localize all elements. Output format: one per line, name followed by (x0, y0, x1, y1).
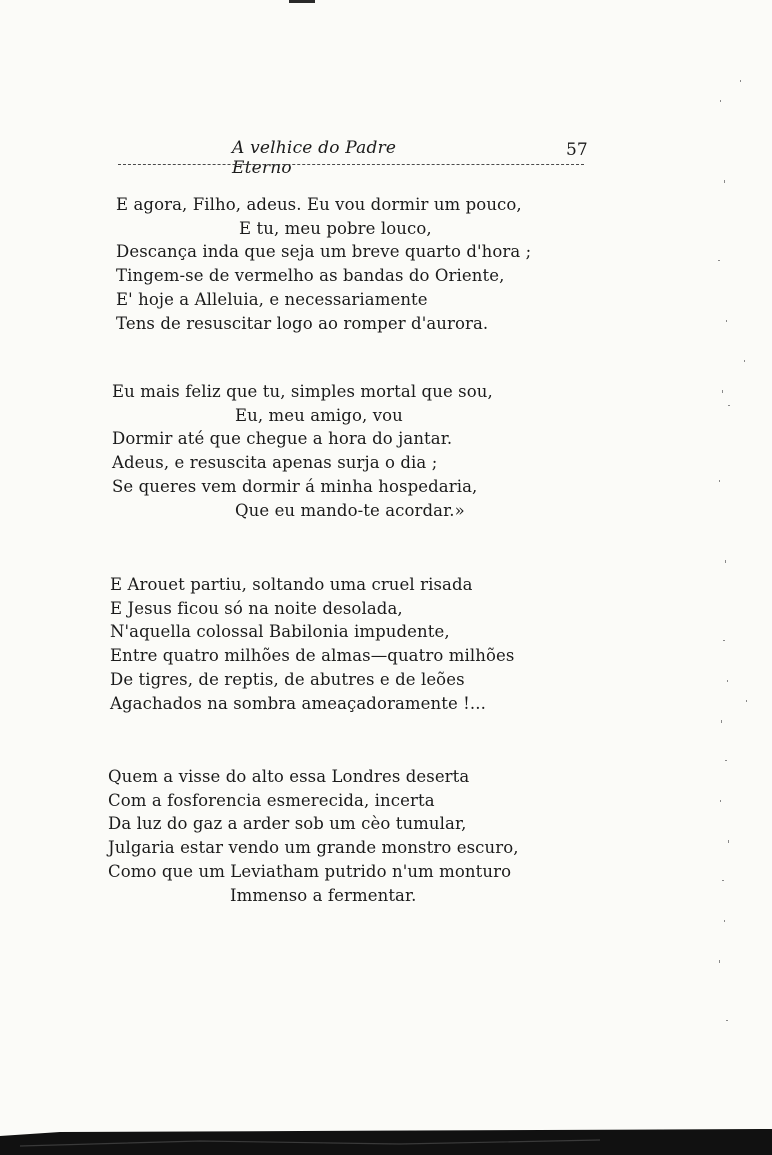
verse-line: Descança inda que seja um breve quarto d'hora ; (116, 242, 532, 262)
verse-line: Se queres vem dormir á minha hospedaria, (112, 476, 478, 496)
scan-speckles (700, 60, 772, 1100)
verse-line: E' hoje a Alleluia, e necessariamente (116, 289, 428, 309)
verse-line: Dormir até que chegue a hora do jantar. (112, 429, 453, 449)
running-title: A velhice do Padre Eterno (232, 138, 397, 178)
stanza-2 (112, 380, 493, 522)
verse-line: Quem a visse do alto essa Londres deserta (108, 767, 470, 786)
verse-line: Eu, meu amigo, vou (235, 405, 403, 425)
verse-line: N'aquella colossal Babilonia impudente, (110, 622, 450, 642)
verse-line: Agachados na sombra ameaçadoramente !... (110, 693, 486, 713)
verse-line: E Jesus ficou só na noite desolada, (110, 598, 403, 618)
verse-line: Da luz do gaz a arder sob um cèo tumular, (108, 814, 467, 834)
bottom-edge-band (0, 1126, 772, 1155)
stanza-4 (108, 765, 519, 907)
verse-line: Eu mais feliz que tu, simples mortal que sou, (112, 382, 493, 401)
verse-line: E Arouet partiu, soltando uma cruel risada (110, 575, 473, 594)
verse-line: E tu, meu pobre louco, (239, 218, 432, 238)
verse-line: Julgaria estar vendo um grande monstro escuro, (108, 838, 519, 858)
verse-line: Entre quatro milhões de almas—quatro milhões (110, 646, 515, 666)
top-print-mark (289, 0, 315, 3)
page-number: 57 (566, 140, 588, 160)
verse-line: De tigres, de reptis, de abutres e de leões (110, 669, 465, 689)
verse-line: Tingem-se de vermelho as bandas do Oriente, (116, 266, 505, 286)
verse-line: Com a fosforencia esmerecida, incerta (108, 790, 435, 810)
verse-line: Que eu mando-te acordar.» (235, 500, 465, 520)
verse-line: Tens de resuscitar logo ao romper d'aurora. (116, 313, 489, 333)
stanza-1 (116, 193, 531, 335)
stanza-3 (110, 573, 514, 715)
verse-line: Como que um Leviatham putrido n'um monturo (108, 861, 512, 881)
verse-line: Adeus, e resuscita apenas surja o dia ; (112, 453, 438, 473)
verse-line: E agora, Filho, adeus. Eu vou dormir um pouco, (116, 195, 522, 214)
header-rule (118, 164, 584, 165)
verse-line: Immenso a fermentar. (230, 885, 417, 905)
